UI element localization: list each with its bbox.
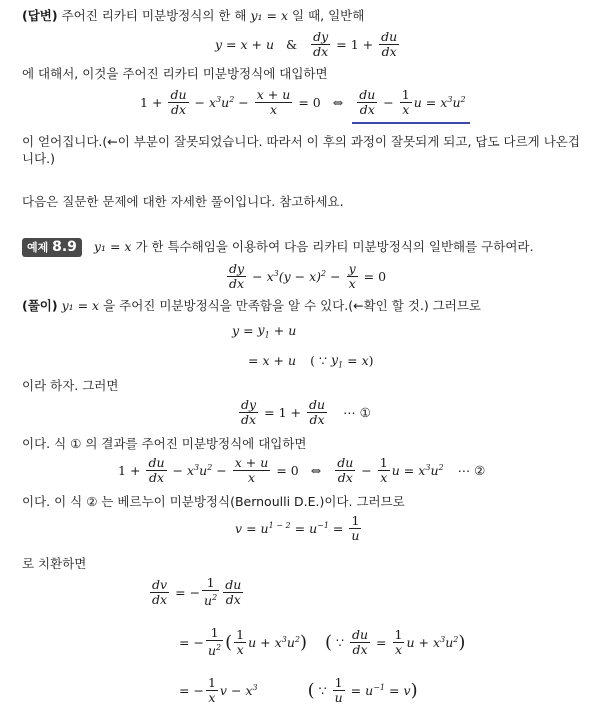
example-statement-eq: y₁ = x [93, 239, 132, 254]
solution-line1-eq: y₁ = x [61, 298, 100, 313]
ampersand: & [286, 37, 298, 52]
example-badge: 예제 8.9 [22, 238, 82, 257]
answer-label: (답변) [22, 8, 58, 23]
solution-let: 이라 하자. 그러면 [22, 378, 119, 393]
solution-y-def2: = x + u ( ∵ $y_1$ = x ) [248, 352, 374, 370]
answer-result-note2: 니다.) [22, 151, 56, 166]
solution-substitute: 로 치환하면 [22, 556, 87, 571]
because-symbol-1: ∵ [318, 353, 327, 369]
substitution-lhs: y = x + u [215, 37, 275, 52]
solution-v-def: v = $u^{1 - 2}$ = $u^{-1}$ = $\frac{1}{u}$ [235, 513, 360, 543]
solution-dv-1: $\frac{dv}{dx}$ = − $\frac{1}{u^2}$ $\frac{du}{dx}$ [152, 575, 242, 609]
example-statement: 가 한 특수해임을 이용하여 다음 리카티 미분방정식의 일반해를 구하여라. [135, 239, 534, 254]
solution-line1-text: 을 주어진 미분방정식을 만족함을 알 수 있다.(←확인 할 것.) 그러므로 [103, 298, 481, 313]
solution-after2: 이다. 이 식 ② 는 베르누이 미분방정식(Bernoulli D.E.)이다. 그러므로 [22, 494, 405, 509]
answer-intro-tail: 일 때, 일반해 [292, 8, 365, 23]
answer-wrong-eq: 1 + $\frac{du}{dx}$ − $x^3u^2$ − $\frac{x + u}{x}$ = 0 ⇔ $\frac{du}{dx}$ − $\frac{1}{x}$ u = $x^3u^2$ [140, 87, 466, 117]
answer-intro-eq: y₁ = x [250, 8, 289, 23]
solution-eq1: $\frac{dy}{dx}$ = 1 + $\frac{du}{dx}$ ⋯ ① [241, 397, 371, 427]
solution-line1 [22, 298, 481, 314]
solution-y-def: y = $y_1$ + u [232, 322, 297, 340]
solution-dv-3: = − $\frac{1}{x}$ v − $x^3$ ( ∵ $\frac{1}{u}$ = $u^{-1}$ = v ) [179, 675, 418, 705]
answer-result-note: 이 얻어집니다.(←이 부분이 잘못되었습니다. 따라서 이 후의 과정이 잘못되게 되고, 답도 다르게 나온겁 [22, 134, 580, 149]
because-symbol-2: ∵ [336, 634, 344, 650]
solution-after1: 이다. 식 ① 의 결과를 주어진 미분방정식에 대입하면 [22, 436, 307, 451]
solution-label: (풀이) [22, 298, 58, 313]
answer-after-sub: 에 대해서, 이것을 주어진 리카티 미분방정식에 대입하면 [22, 66, 328, 81]
circ-2: ② [474, 463, 486, 478]
answer-substitution-eq: y = x + u & $\frac{dy}{dx}$ = 1 + $\frac{du}{dx}$ [215, 29, 398, 59]
answer-detail-note: 다음은 질문한 문제에 대한 자세한 풀이입니다. 참고하세요. [22, 194, 344, 209]
because-symbol-3: ∵ [318, 683, 327, 698]
solution-eq2: 1 + $\frac{du}{dx}$ − $x^3u^2$ − $\frac{x + u}{x}$ = 0 ⇔ $\frac{du}{dx}$ − $\frac{1}{x}$ u = $x^3u^2$ ⋯ ② [118, 455, 486, 485]
solution-dv-2: = − $\frac{1}{u^2}$ ( $\frac{1}{x}$ u + $x^3u^2$ ) ( ∵ $\frac{du}{dx}$ = $\frac{1}{x}$ u + $x^3u^2$ ) [179, 625, 466, 659]
error-underline [352, 122, 470, 124]
circ-1: ① [359, 405, 371, 420]
example-riccati-eq: $\frac{dy}{dx}$ − $x^3(y - x)^2$ − $\frac{y}{x}$ = 0 [229, 261, 387, 291]
answer-intro: 주어진 리카티 미분방정식의 한 해 [61, 8, 247, 23]
example-line [22, 238, 533, 257]
answer-intro-line [22, 8, 364, 24]
